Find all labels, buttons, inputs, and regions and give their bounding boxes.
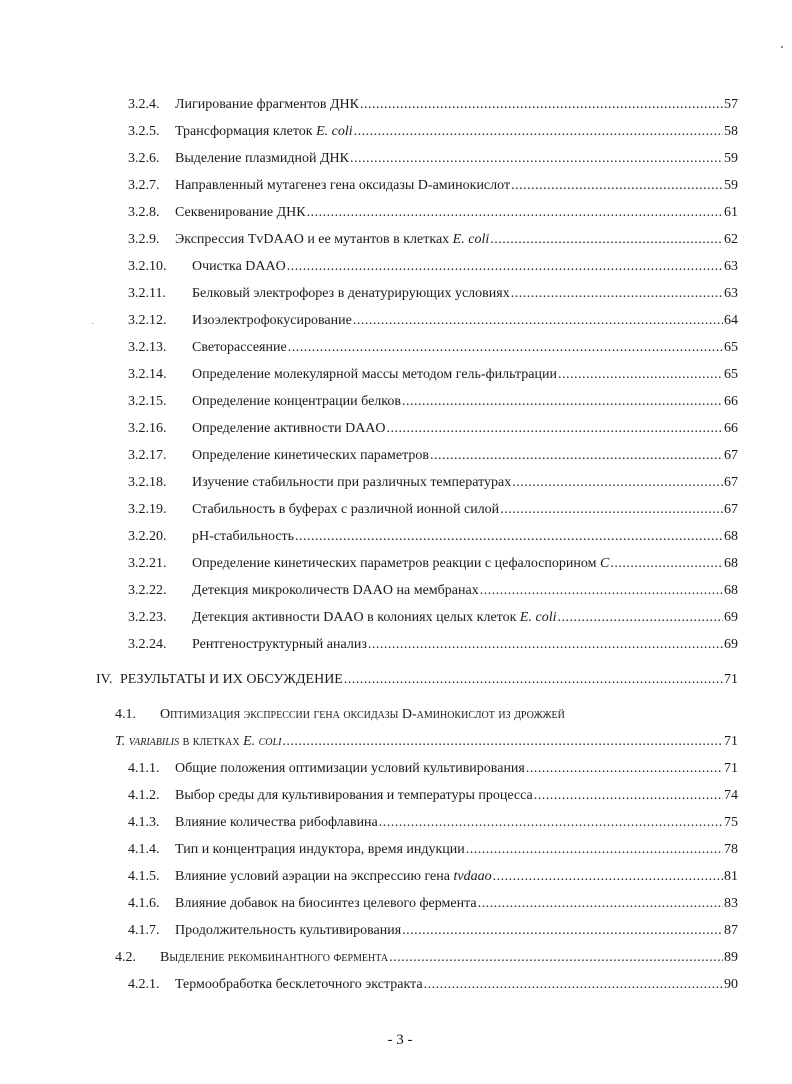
entry-title-italic: E. coli — [519, 610, 557, 625]
entry-page: 71 — [724, 761, 738, 776]
entry-title: Изоэлектрофокусирование — [192, 313, 352, 328]
entry-title: Трансформация клеток E. coli — [175, 124, 353, 139]
leader-dots — [526, 760, 723, 778]
entry-page: 58 — [724, 124, 738, 139]
toc-entry[interactable] — [128, 841, 738, 859]
entry-page: 90 — [724, 977, 738, 992]
leader-dots — [557, 609, 723, 627]
entry-title: Определение кинетических параметров реакции с цефалоспорином C — [192, 556, 610, 571]
leader-dots — [610, 555, 723, 573]
entry-number: 3.2.19. — [128, 502, 167, 517]
entry-number: 3.2.4. — [128, 97, 160, 112]
entry-title-italic: T. variabilis — [115, 734, 180, 749]
entry-number: 4.1.5. — [128, 869, 160, 884]
entry-page: 61 — [724, 205, 738, 220]
leader-dots — [511, 285, 723, 303]
leader-dots — [344, 671, 723, 689]
entry-number: 3.2.14. — [128, 367, 167, 382]
toc-entry[interactable] — [128, 609, 738, 627]
leader-dots — [430, 447, 723, 465]
leader-dots — [402, 922, 723, 940]
entry-title-italic: tvdaao — [453, 869, 492, 884]
entry-title: Детекция микроколичеств DAAO на мембранах — [192, 583, 479, 598]
entry-title-italic: C — [599, 556, 610, 571]
toc-entry[interactable] — [128, 501, 738, 519]
leader-dots — [368, 636, 723, 654]
toc-entry[interactable] — [128, 366, 738, 384]
entry-title: Выделение рекомбинантного фермента — [160, 950, 389, 965]
leader-dots — [493, 868, 723, 886]
toc-section-entry[interactable] — [115, 949, 738, 967]
leader-dots — [500, 501, 723, 519]
entry-title: Очистка DAAO — [192, 259, 286, 274]
leader-dots — [387, 420, 723, 438]
entry-title: Термообработка бесклеточного экстракта — [175, 977, 423, 992]
toc-entry[interactable] — [128, 312, 738, 330]
entry-number: 3.2.5. — [128, 124, 160, 139]
entry-title: Тип и концентрация индуктора, время индукции — [175, 842, 465, 857]
entry-page: 66 — [724, 394, 738, 409]
entry-number: 3.2.24. — [128, 637, 167, 652]
toc-entry[interactable] — [128, 96, 738, 114]
entry-page: 68 — [724, 556, 738, 571]
entry-number: 3.2.7. — [128, 178, 160, 193]
entry-page: 78 — [724, 842, 738, 857]
entry-page: 62 — [724, 232, 738, 247]
entry-page: 63 — [724, 259, 738, 274]
toc-entry[interactable] — [128, 528, 738, 546]
toc-entry[interactable] — [128, 231, 738, 249]
toc-entry[interactable] — [128, 393, 738, 411]
entry-page: 57 — [724, 97, 738, 112]
entry-number: 3.2.20. — [128, 529, 167, 544]
leader-dots — [360, 96, 723, 114]
leader-dots — [350, 150, 723, 168]
leader-dots — [534, 787, 723, 805]
toc-entry[interactable] — [128, 976, 738, 994]
entry-title: Определение концентрации белков — [192, 394, 401, 409]
scan-speck — [781, 46, 783, 48]
toc-entry[interactable] — [128, 922, 738, 940]
entry-number: 3.2.12. — [128, 313, 167, 328]
entry-title: Стабильность в буферах с различной ионной силой — [192, 502, 500, 517]
entry-title: Выделение плазмидной ДНК — [175, 151, 349, 166]
leader-dots — [424, 976, 723, 994]
entry-number: 3.2.8. — [128, 205, 160, 220]
leader-dots — [512, 474, 723, 492]
leader-dots — [379, 814, 723, 832]
toc-entry[interactable] — [128, 258, 738, 276]
entry-page: 68 — [724, 529, 738, 544]
entry-number: 3.2.22. — [128, 583, 167, 598]
entry-title: Лигирование фрагментов ДНК — [175, 97, 360, 112]
leader-dots — [288, 339, 723, 357]
entry-page: 64 — [724, 313, 738, 328]
leader-dots — [295, 528, 723, 546]
toc-entry[interactable] — [128, 787, 738, 805]
toc-entry[interactable] — [128, 474, 738, 492]
toc-entry[interactable] — [128, 420, 738, 438]
entry-page: 59 — [724, 151, 738, 166]
toc-entry[interactable] — [128, 760, 738, 778]
entry-title: Светорассеяние — [192, 340, 287, 355]
leader-dots — [353, 312, 723, 330]
entry-title: Направленный мутагенез гена оксидазы D-аминокислот — [175, 178, 511, 193]
entry-title: Оптимизация экспрессии гена оксидазы D-аминокислот из дрожжей — [160, 707, 565, 722]
entry-number: 3.2.10. — [128, 259, 167, 274]
entry-title: T. variabilis в клетках E. coli — [115, 734, 282, 749]
toc-entry[interactable] — [128, 177, 738, 195]
leader-dots — [558, 366, 723, 384]
toc-entry[interactable] — [128, 636, 738, 654]
entry-title: Секвенирование ДНК — [175, 205, 306, 220]
page-number-footer — [0, 1032, 792, 1049]
toc-entry[interactable] — [128, 285, 738, 303]
entry-number: 3.2.11. — [128, 286, 166, 301]
entry-title: Определение активности DAAO — [192, 421, 386, 436]
toc-section-entry-continuation[interactable] — [115, 733, 738, 751]
entry-number: 3.2.18. — [128, 475, 167, 490]
entry-title-italic: E. coli — [452, 232, 490, 247]
scan-speck — [92, 323, 93, 324]
entry-number: 3.2.6. — [128, 151, 160, 166]
leader-dots — [282, 733, 723, 751]
entry-title-italic: E. coli — [243, 734, 282, 749]
toc-entry[interactable] — [128, 895, 738, 913]
entry-title: Экспрессия TvDAAO и ее мутантов в клетках E. coli — [175, 232, 490, 247]
entry-page: 81 — [724, 869, 738, 884]
entry-title: Рентгеноструктурный анализ — [192, 637, 367, 652]
entry-page: 66 — [724, 421, 738, 436]
entry-page: 67 — [724, 448, 738, 463]
toc-entry[interactable] — [128, 814, 738, 832]
entry-page: 89 — [724, 950, 738, 965]
entry-title: Влияние условий аэрации на экспрессию гена tvdaao — [175, 869, 492, 884]
entry-title: Детекция активности DAAO в колониях целых клеток E. coli — [192, 610, 557, 625]
entry-number: 4.1.1. — [128, 761, 160, 776]
entry-page: 63 — [724, 286, 738, 301]
entry-title: Общие положения оптимизации условий культивирования — [175, 761, 525, 776]
entry-title: Изучение стабильности при различных температурах — [192, 475, 512, 490]
entry-number: 3.2.17. — [128, 448, 167, 463]
entry-page: 74 — [724, 788, 738, 803]
entry-page: 87 — [724, 923, 738, 938]
entry-title: Влияние количества рибофлавина — [175, 815, 378, 830]
leader-dots — [287, 258, 723, 276]
toc-entry[interactable] — [128, 447, 738, 465]
entry-title: Белковый электрофорез в денатурирующих условиях — [192, 286, 510, 301]
entry-page: 69 — [724, 610, 738, 625]
leader-dots — [478, 895, 723, 913]
toc-entry[interactable] — [128, 339, 738, 357]
entry-number: 3.2.9. — [128, 232, 160, 247]
page-number: - 3 - — [387, 1032, 413, 1048]
toc-entry[interactable] — [128, 555, 738, 573]
toc-entry[interactable] — [128, 150, 738, 168]
entry-page: 65 — [724, 367, 738, 382]
entry-title: Выбор среды для культивирования и температуры процесса — [175, 788, 533, 803]
leader-dots — [466, 841, 723, 859]
entry-page: 75 — [724, 815, 738, 830]
entry-number: 3.2.13. — [128, 340, 167, 355]
entry-title: Влияние добавок на биосинтез целевого фермента — [175, 896, 477, 911]
entry-title: pH-стабильность — [192, 529, 295, 544]
entry-title: Определение кинетических параметров — [192, 448, 429, 463]
entry-number: 4.1.4. — [128, 842, 160, 857]
entry-page: 59 — [724, 178, 738, 193]
entry-page: 65 — [724, 340, 738, 355]
toc-entry[interactable] — [128, 123, 738, 141]
entry-page: 71 — [724, 734, 738, 749]
leader-dots — [511, 177, 723, 195]
entry-page: 69 — [724, 637, 738, 652]
entry-title: Продолжительность культивирования — [175, 923, 402, 938]
entry-number: 3.2.15. — [128, 394, 167, 409]
entry-number: 4.2.1. — [128, 977, 160, 992]
toc-entry[interactable] — [128, 868, 738, 886]
entry-number: 3.2.21. — [128, 556, 167, 571]
entry-number: 4.1.3. — [128, 815, 160, 830]
entry-title: Определение молекулярной массы методом гель-фильтрации — [192, 367, 557, 382]
leader-dots — [480, 582, 723, 600]
entry-page: 71 — [724, 672, 738, 687]
leader-dots — [307, 204, 723, 222]
toc-entry[interactable] — [128, 582, 738, 600]
entry-number: 4.1.2. — [128, 788, 160, 803]
toc-chapter-entry[interactable] — [96, 671, 738, 689]
entry-number: IV. — [96, 672, 113, 687]
entry-page: 68 — [724, 583, 738, 598]
entry-number: 3.2.23. — [128, 610, 167, 625]
entry-page: 67 — [724, 475, 738, 490]
leader-dots — [402, 393, 723, 411]
entry-number: 4.1. — [115, 707, 136, 722]
entry-number: 4.1.6. — [128, 896, 160, 911]
entry-number: 4.1.7. — [128, 923, 160, 938]
leader-dots — [389, 949, 723, 967]
entry-page: 67 — [724, 502, 738, 517]
entry-title: РЕЗУЛЬТАТЫ И ИХ ОБСУЖДЕНИЕ — [120, 672, 343, 687]
leader-dots — [490, 231, 723, 249]
leader-dots — [354, 123, 723, 141]
entry-title-italic: E. coli — [316, 124, 353, 139]
toc-section-entry[interactable] — [115, 706, 738, 724]
toc-entry[interactable] — [128, 204, 738, 222]
entry-page: 83 — [724, 896, 738, 911]
entry-number: 3.2.16. — [128, 421, 167, 436]
entry-number: 4.2. — [115, 950, 136, 965]
